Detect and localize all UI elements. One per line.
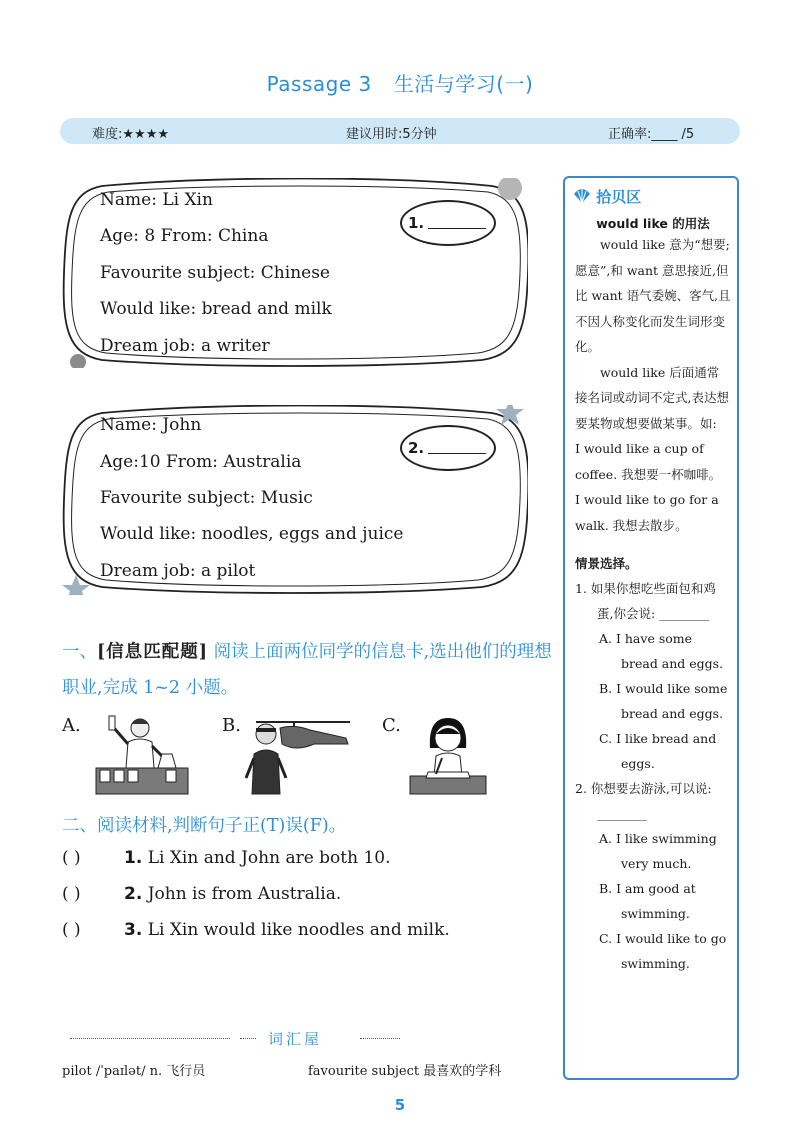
blank-number: 1. [408,214,425,232]
sidebar-paragraph-1: would like 意为“想要;愿意”,和 want 意思接近,但比 want 语气委婉、客气,且不因人称变化而发生词形变化。 [575,237,731,354]
card-subject: Favourite subject: Music [100,488,313,508]
practice-choice[interactable]: B. I am good at swimming. [599,881,696,921]
card-subject: Favourite subject: Chinese [100,263,330,283]
info-card-li-xin [62,178,528,363]
card-name: Name: John [100,415,202,435]
info-bar [60,118,740,144]
sidebar-paragraph-2: would like 后面通常接名词或动词不定式,表达想要某物或想要做某事。如: [575,364,729,431]
card-would-like: Would like: noodles, eggs and juice [100,524,404,544]
sidebar-content [575,178,731,976]
card-dream-job: Dream job: a pilot [100,561,256,581]
practice-choice[interactable]: B. I would like some bread and eggs. [599,681,728,721]
practice-choice[interactable]: C. I like bread and eggs. [599,731,717,771]
section-1-prefix: 一、 [62,642,97,662]
star-icon [62,575,90,595]
practice-choice[interactable]: C. I would like to go swimming. [599,931,727,971]
card-dream-job: Dream job: a writer [100,336,270,356]
vocab-entry-favourite-subject: favourite subject 最喜欢的学科 [308,1064,502,1079]
page-title [0,68,800,97]
vocab-entry-pilot: pilot /ˈpaɪlət/ n. 飞行员 [62,1064,206,1079]
card-age-from: Age: 8 From: China [100,226,269,246]
scientist-picture[interactable] [92,714,192,796]
item-text: Li Xin would like noodles and milk. [147,920,450,940]
item-number: 2. [124,884,143,904]
item-number: 3. [124,920,143,940]
tf-item-1[interactable] [62,848,391,868]
tf-item-2[interactable] [62,884,341,904]
practice-choice[interactable]: A. I like swimming very much. [599,831,717,871]
answer-paren[interactable]: ( ) [62,920,81,940]
blank-number: 2. [408,439,425,457]
card-would-like: Would like: bread and milk [100,299,332,319]
decor-dot-icon [498,178,522,200]
option-b-label: B. [222,715,241,736]
practice-question-1: 1. 如果你想吃些面包和鸡蛋,你会说: ________ [575,581,716,621]
page-number: 5 [394,1096,406,1114]
sidebar-example-2: I would like to go for a walk. 我想去散步。 [575,492,719,533]
card-name: Name: Li Xin [100,190,213,210]
sidebar-subtitle: would like 的用法 [596,216,710,231]
section-2-heading: 二、阅读材料,判断句子正(T)误(F)。 [62,816,347,836]
answer-blank-2[interactable] [400,425,496,471]
answer-paren[interactable]: ( ) [62,884,81,904]
accuracy-label: 正确率:____ /5 [608,127,695,142]
tf-item-3[interactable] [62,920,450,940]
section-1-heading [62,634,552,706]
section-1-instruction: 阅读上面两位同学的信息卡,选出他们的理想职业,完成 1~2 小题。 [62,642,552,698]
answer-blank-1[interactable] [400,200,496,246]
option-c-label: C. [382,715,401,736]
answer-paren[interactable]: ( ) [62,848,81,868]
practice-title: 情景选择。 [575,556,638,571]
suggested-time-label: 建议用时:5分钟 [346,127,437,142]
passage-label: Passage 3 [266,72,372,96]
item-text: Li Xin and John are both 10. [147,848,391,868]
topic-label: 生活与学习(一) [393,72,534,96]
item-number: 1. [124,848,143,868]
section-1-tag: [信息匹配题] [97,642,209,662]
item-text: John is from Australia. [147,884,342,904]
practice-question-2: 2. 你想要去游泳,可以说: ________ [575,781,712,821]
decor-dot-icon [70,354,86,368]
sidebar-title: 拾贝区 [573,186,641,207]
practice-choice[interactable]: A. I have some bread and eggs. [599,631,724,671]
vocab-title: 词汇屋 [268,1030,323,1048]
info-card-john [62,405,528,590]
sidebar-example-1: I would like a cup of coffee. 我想要一杯咖啡。 [575,441,722,482]
card-age-from: Age:10 From: Australia [100,452,302,472]
pilot-picture[interactable] [236,714,354,796]
difficulty-label: 难度:★★★★ [92,127,169,142]
option-a-label: A. [62,715,81,736]
writer-picture[interactable] [408,714,488,796]
tips-sidebar [563,176,739,1080]
